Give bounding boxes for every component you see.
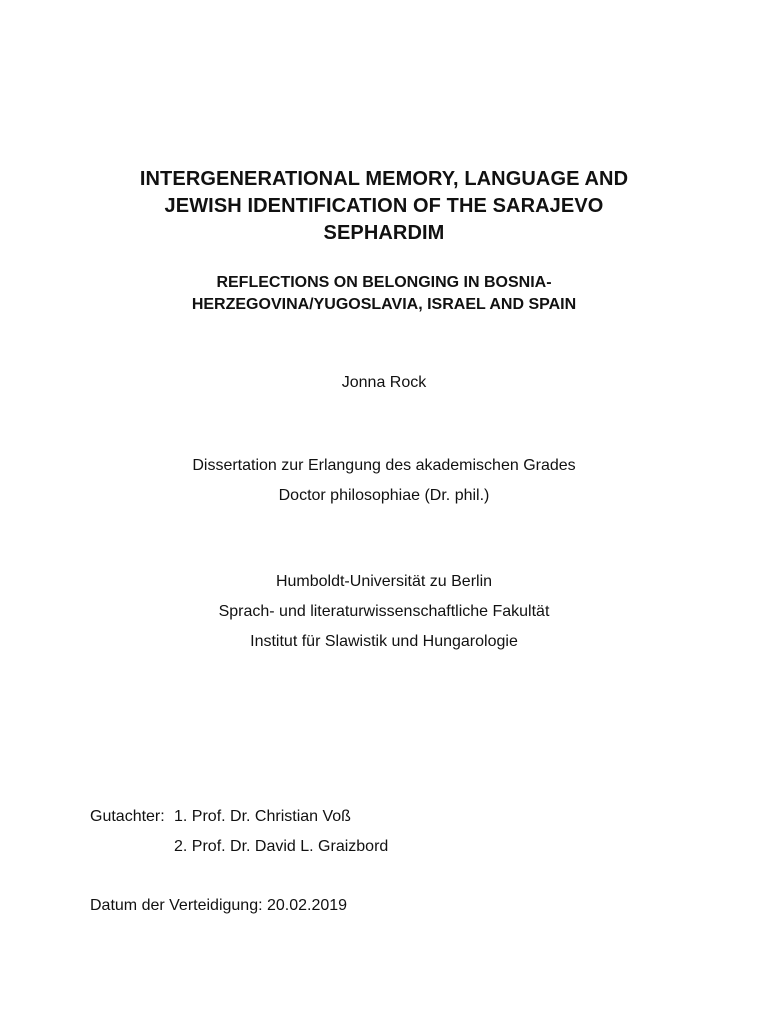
dissertation-subtitle [0,272,768,316]
reviewer-row [90,806,388,836]
university-name: Humboldt-Universität zu Berlin [275,573,493,590]
degree-line: Doctor philosophiae (Dr. phil.) [278,487,490,504]
reviewer-name: 1. Prof. Dr. Christian Voß [174,808,351,825]
dissertation-title [0,166,768,247]
institution-block [0,567,768,657]
defense-date: Datum der Verteidigung: 20.02.2019 [90,897,348,914]
reviewers-block [90,806,388,866]
faculty-name: Sprach- und literaturwissenschaftliche Fakultät [218,603,550,620]
degree-statement [0,451,768,511]
title-line: INTERGENERATIONAL MEMORY, LANGUAGE AND [139,168,629,190]
subtitle-line: HERZEGOVINA/YUGOSLAVIA, ISRAEL AND SPAIN [191,296,577,313]
author-name: Jonna Rock [341,374,427,391]
institute-name: Institut für Slawistik und Hungarologie [250,633,518,650]
reviewer-name: 2. Prof. Dr. David L. Graizbord [174,838,389,855]
subtitle-line: REFLECTIONS ON BELONGING IN BOSNIA- [216,274,552,291]
reviewer-row [90,836,388,866]
reviewers-label-spacer [90,836,174,866]
degree-line: Dissertation zur Erlangung des akademischen Grades [192,457,576,474]
title-line: SEPHARDIM [323,222,445,244]
reviewers-label: Gutachter: [90,808,165,825]
title-line: JEWISH IDENTIFICATION OF THE SARAJEVO [164,195,604,217]
